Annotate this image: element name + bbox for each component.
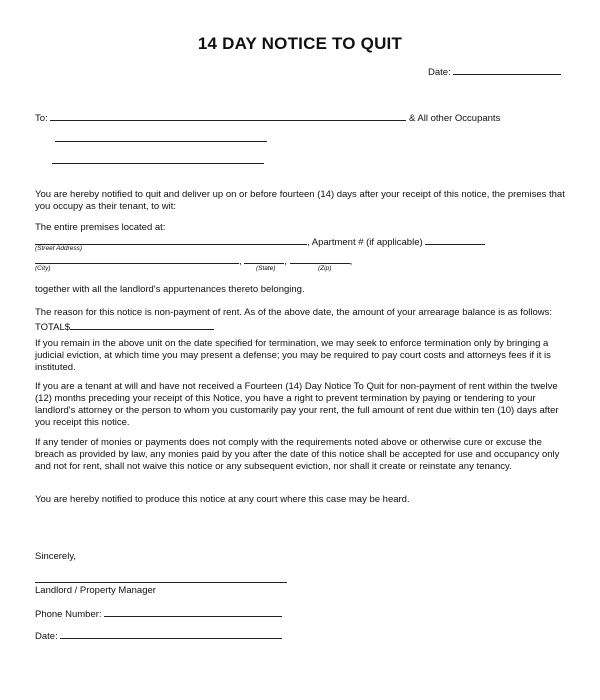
state-caption: (State) (256, 265, 276, 272)
appurtenances-text: together with all the landlord's appurtenances thereto belonging. (35, 284, 305, 295)
total-amount-field[interactable] (70, 319, 214, 330)
recipient-line-3[interactable] (52, 163, 264, 164)
reason-text: The reason for this notice is non-payment of rent. As of the above date, the amount of your arrearage balance is as follows: TOTAL$ (35, 307, 552, 333)
state-comma: , (284, 256, 287, 267)
sincerely-text: Sincerely, (35, 551, 77, 562)
recipient-line-2[interactable] (55, 141, 267, 142)
recipient-name-field[interactable] (50, 110, 406, 121)
zip-caption: (Zip) (318, 265, 332, 272)
reason-paragraph (35, 307, 565, 334)
to-line (35, 110, 500, 125)
landlord-label: Landlord / Property Manager (35, 585, 156, 596)
document-title: 14 DAY NOTICE TO QUIT (197, 34, 403, 53)
apartment-field[interactable] (425, 234, 485, 245)
phone-line (35, 606, 282, 621)
city-caption: (City) (35, 265, 51, 272)
city-line (35, 253, 352, 268)
premises-label: The entire premises located at: (35, 222, 166, 233)
tenant-paragraph: If you are a tenant at will and have not received a Fourteen (14) Day Notice To Quit for non-payment of rent within the twelve (12) months preceding your receipt of this Notice, you have a right to prevent termination by paying or tendering to your landlord's attorney or the person to whom you customarily pay your rent, the full amount of rent due within ten (10) days after you receipt this notice. (35, 381, 559, 428)
signature-line[interactable] (35, 582, 287, 583)
bottom-date-field[interactable] (60, 628, 282, 639)
produce-paragraph: You are hereby notified to produce this notice at any court where this case may be heard. (35, 494, 410, 505)
apartment-label: , Apartment # (if applicable) (307, 237, 423, 248)
street-address-field[interactable] (35, 234, 307, 245)
city-field[interactable] (35, 253, 239, 264)
notice-paragraph: You are hereby notified to quit and deliver up on or before fourteen (14) days after your receipt of this notice, the premises that you occupy as their tenant, to wit: (35, 189, 565, 212)
zip-comma: , (349, 256, 353, 267)
to-label: To: (35, 113, 48, 124)
header-date (428, 64, 561, 79)
state-field[interactable] (244, 253, 284, 264)
header-date-field[interactable] (453, 64, 561, 75)
city-comma: , (239, 256, 242, 267)
bottom-date-line (35, 628, 282, 643)
remain-paragraph: If you remain in the above unit on the date specified for termination, we may seek to enforce termination only by bringing a judicial eviction, at which time you may present a defense; you may be required to pay court costs and attorneys fees if it is instituted. (35, 338, 551, 373)
street-line (35, 234, 485, 249)
bottom-date-label: Date: (35, 631, 58, 642)
street-caption: (Street Address) (35, 245, 83, 252)
date-label: Date: (428, 67, 451, 78)
zip-field[interactable] (290, 253, 350, 264)
phone-label: Phone Number: (35, 609, 102, 620)
occupants-label: & All other Occupants (408, 113, 501, 124)
tender-paragraph: If any tender of monies or payments does not comply with the requirements noted above or otherwise cure or excuse the breach as provided by law, any monies paid by you after the date of this notice shall be accepted for use and occupancy only and not for rent, shall not waive this notice or any subsequent eviction, nor shall it create or reinstate any tenancy. (35, 437, 560, 472)
phone-field[interactable] (104, 606, 282, 617)
